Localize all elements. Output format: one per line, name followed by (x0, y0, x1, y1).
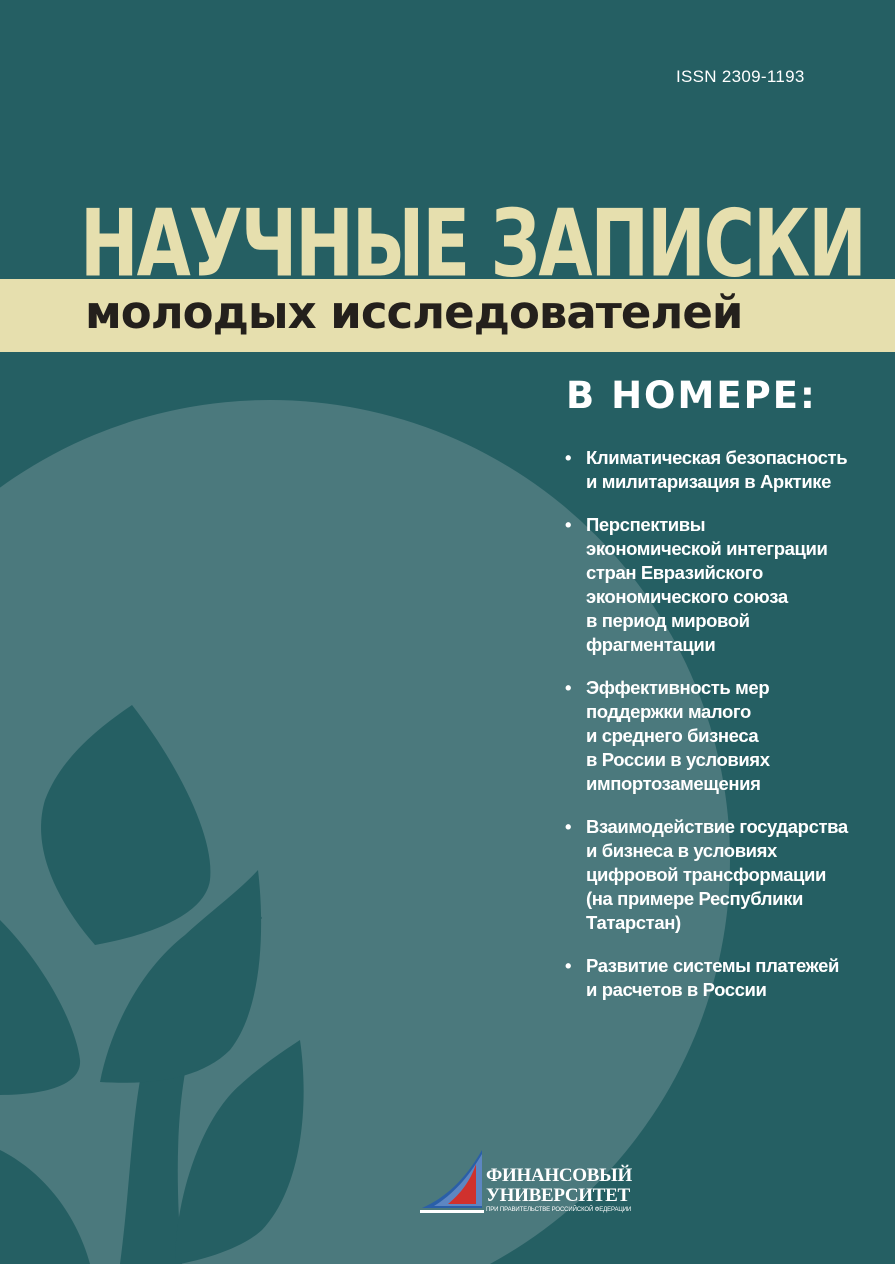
article-item (565, 954, 885, 1002)
journal-title: НАУЧНЫЕ ЗАПИСКИ (80, 189, 865, 299)
article-title: Эффективность мер поддержки малого и среднего бизнеса в России в условиях импортозамещения (586, 677, 770, 794)
bullet-icon: • (565, 447, 572, 468)
publisher-tagline: ПРИ ПРАВИТЕЛЬСТВЕ РОССИЙСКОЙ ФЕДЕРАЦИИ (486, 1207, 632, 1213)
article-list (565, 446, 885, 1021)
publisher-logo (420, 1150, 630, 1218)
article-title: Перспективы экономической интеграции стран Евразийского экономического союза в период мировой фрагментации (586, 514, 828, 655)
article-item (565, 815, 885, 935)
article-title: Климатическая безопасность и милитаризация в Арктике (586, 447, 848, 492)
article-item (565, 513, 885, 657)
bullet-icon: • (565, 677, 572, 698)
bullet-icon: • (565, 514, 572, 535)
bullet-icon: • (565, 816, 572, 837)
article-title: Взаимодействие государства и бизнеса в условиях цифровой трансформации (на примере Республики Татарстан) (586, 816, 848, 933)
bullet-icon: • (565, 955, 572, 976)
article-item (565, 676, 885, 796)
article-item (565, 446, 885, 494)
issn-number: ISSN 2309-1193 (676, 67, 805, 86)
journal-subtitle: молодых исследователей (85, 286, 743, 339)
university-sail-icon (420, 1150, 490, 1216)
in-this-issue-heading: В НОМЕРЕ: (566, 374, 817, 417)
publisher-name-line2: УНИВЕРСИТЕТ (486, 1185, 630, 1206)
publisher-name-line1: ФИНАНСОВЫЙ (486, 1165, 632, 1186)
article-title: Развитие системы платежей и расчетов в России (586, 955, 839, 1000)
